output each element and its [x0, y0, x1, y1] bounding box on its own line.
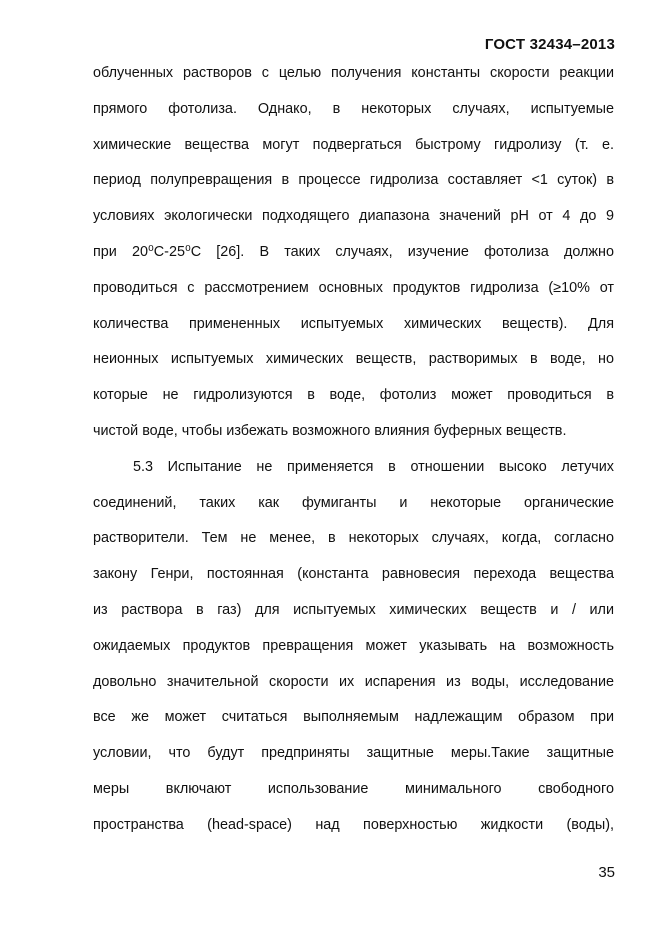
- text-line: количества примененных испытуемых химических веществ). Для: [93, 315, 614, 332]
- document-body: [93, 56, 614, 844]
- text-line: довольно значительной скорости их испарения из воды, исследование: [93, 673, 614, 690]
- text-line: химические вещества могут подвергаться быстрому гидролизу (т. е.: [93, 136, 614, 153]
- text-line: период полупревращения в процессе гидролиза составляет <1 суток) в: [93, 172, 614, 189]
- text-line: облученных растворов с целью получения константы скорости реакции: [93, 65, 614, 81]
- text-line: все же может считаться выполняемым надлежащим образом при: [93, 709, 614, 726]
- page-header: ГОСТ 32434–2013: [484, 36, 615, 53]
- text-line: из раствора в газ) для испытуемых химических веществ и / или: [93, 601, 614, 618]
- paragraph-5-3: [93, 450, 614, 844]
- text-line: прямого фотолиза. Однако, в некоторых случаях, испытуемые: [93, 100, 614, 117]
- text-line: ожидаемых продуктов превращения может указывать на возможность: [93, 637, 614, 654]
- text-line: неионных испытуемых химических веществ, растворимых в воде, но: [93, 351, 614, 368]
- text-line: 5.3 Испытание не применяется в отношении высоко летучих: [133, 458, 614, 475]
- text-line: меры включают использование минимального свободного: [93, 780, 614, 797]
- page-number: 35: [598, 864, 615, 881]
- text-line: при 20⁰C-25⁰C [26]. В таких случаях, изучение фотолиза должно: [93, 243, 614, 260]
- text-line: соединений, таких как фумиганты и некоторые органические: [93, 494, 614, 511]
- text-line: проводиться с рассмотрением основных продуктов гидролиза (≥10% от: [93, 279, 614, 296]
- text-line: растворители. Тем не менее, в некоторых случаях, когда, согласно: [93, 530, 614, 547]
- text-line: пространства (head-space) над поверхностью жидкости (воды),: [93, 816, 614, 833]
- text-line: которые не гидролизуются в воде, фотолиз может проводиться в: [93, 387, 614, 404]
- text-line: чистой воде, чтобы избежать возможного влияния буферных веществ.: [93, 422, 567, 439]
- text-line: условии, что будут предприняты защитные меры.Такие защитные: [93, 745, 614, 762]
- paragraph-1: [93, 56, 614, 450]
- text-line: условиях экологически подходящего диапазона значений pH от 4 до 9: [93, 208, 614, 225]
- text-line: закону Генри, постоянная (константа равновесия перехода вещества: [93, 566, 614, 583]
